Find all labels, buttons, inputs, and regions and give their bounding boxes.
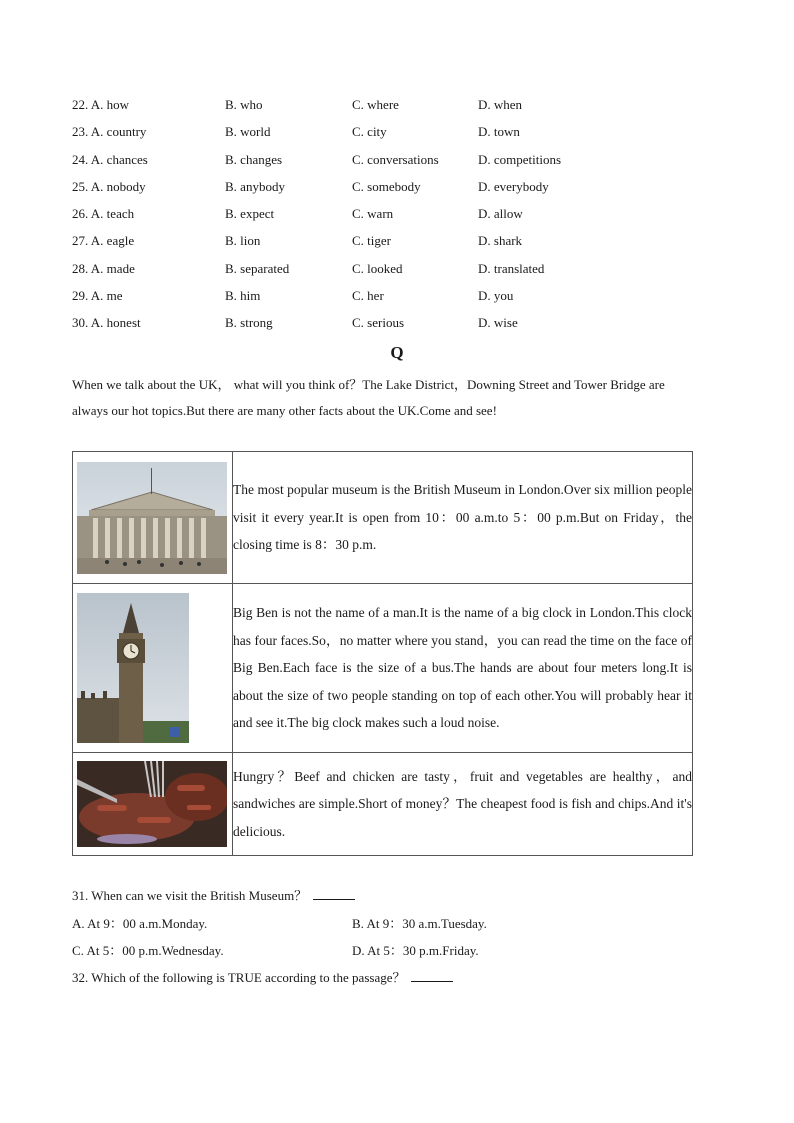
section-title: Q bbox=[390, 343, 404, 362]
q31-option-c: C. At 5：00 p.m.Wednesday. bbox=[72, 943, 224, 958]
option-d: D. wise bbox=[478, 315, 518, 330]
option-c: C. where bbox=[352, 97, 399, 112]
question-number: 24. bbox=[72, 152, 89, 167]
british-museum-photo bbox=[77, 462, 227, 574]
steak-photo bbox=[77, 761, 227, 847]
option-b: B. strong bbox=[225, 315, 273, 330]
option-c: C. looked bbox=[352, 261, 403, 276]
option-a-text: A. country bbox=[90, 124, 147, 139]
fact-row-big-ben bbox=[73, 584, 693, 753]
option-a-text: A. me bbox=[90, 288, 123, 303]
option-a-text: A. made bbox=[90, 261, 135, 276]
option-a-text: A. nobody bbox=[90, 179, 146, 194]
question-number: 23. bbox=[72, 124, 89, 139]
big-ben-image-cell bbox=[73, 584, 233, 753]
option-b: B. anybody bbox=[225, 179, 285, 194]
question-number: 29. bbox=[72, 288, 89, 303]
question-number: 27. bbox=[72, 233, 89, 248]
question-32 bbox=[72, 967, 453, 986]
q31-option-b: B. At 9：30 a.m.Tuesday. bbox=[352, 916, 487, 931]
question-32-stem: 32. Which of the following is TRUE according to the passage？ bbox=[72, 970, 406, 985]
option-d: D. translated bbox=[478, 261, 545, 276]
option-row-22 bbox=[72, 97, 672, 117]
option-d: D. shark bbox=[478, 233, 523, 248]
option-c: C. somebody bbox=[352, 179, 421, 194]
answer-blank-31[interactable] bbox=[313, 888, 355, 900]
option-b: B. changes bbox=[225, 152, 283, 167]
fact-text-museum: The most popular museum is the British Museum in London.Over six million people visit it every year.It is open from 10：00 a.m.to 5：00 p.m.But on Friday，the closing time is 8：30 p.m. bbox=[233, 452, 693, 584]
option-a bbox=[72, 315, 141, 331]
fact-row-food bbox=[73, 753, 693, 856]
option-c: C. her bbox=[352, 288, 384, 303]
question-31-stem: 31. When can we visit the British Museum？ bbox=[72, 888, 308, 903]
option-b: B. lion bbox=[225, 233, 261, 248]
option-c: C. tiger bbox=[352, 233, 391, 248]
option-a bbox=[72, 152, 148, 168]
option-row-25 bbox=[72, 179, 672, 199]
intro-line-2: always our hot topics.But there are many other facts about the UK.Come and see! bbox=[72, 403, 497, 418]
option-c: C. city bbox=[352, 124, 387, 139]
option-d: D. competitions bbox=[478, 152, 562, 167]
facts-table bbox=[72, 451, 693, 856]
option-d: D. allow bbox=[478, 206, 523, 221]
option-b: B. expect bbox=[225, 206, 275, 221]
option-a bbox=[72, 233, 134, 249]
answer-blank-32[interactable] bbox=[411, 970, 453, 982]
option-a bbox=[72, 261, 135, 277]
question-number: 28. bbox=[72, 261, 89, 276]
option-row-26 bbox=[72, 206, 672, 226]
option-a-text: A. how bbox=[90, 97, 130, 112]
option-c: C. serious bbox=[352, 315, 404, 330]
option-row-28 bbox=[72, 261, 672, 281]
option-a-text: A. honest bbox=[90, 315, 141, 330]
question-number: 22. bbox=[72, 97, 89, 112]
question-number: 30. bbox=[72, 315, 89, 330]
option-a bbox=[72, 124, 146, 140]
intro-line-1: When we talk about the UK， what will you think of？The Lake District，Downing Street and Tower Bridge are bbox=[72, 377, 665, 392]
option-c: C. conversations bbox=[352, 152, 439, 167]
option-a bbox=[72, 206, 134, 222]
fact-text-big-ben: Big Ben is not the name of a man.It is the name of a big clock in London.This clock has four faces.So，no matter where you stand，you can read the time on the face of Big Ben.Each face is the size of a bus.The hands are about four meters long.It is about the size of two people standing on top of each other.You will probably hear it and see it.The big clock makes such a loud noise. bbox=[233, 584, 693, 753]
option-d: D. town bbox=[478, 124, 520, 139]
option-a-text: A. teach bbox=[90, 206, 135, 221]
option-a bbox=[72, 288, 123, 304]
museum-image-cell bbox=[73, 452, 233, 584]
option-c: C. warn bbox=[352, 206, 394, 221]
option-a bbox=[72, 97, 129, 113]
fact-row-museum bbox=[73, 452, 693, 584]
option-b: B. him bbox=[225, 288, 261, 303]
option-a bbox=[72, 179, 146, 195]
option-row-30 bbox=[72, 315, 672, 335]
option-a-text: A. eagle bbox=[90, 233, 135, 248]
question-number: 26. bbox=[72, 206, 89, 221]
big-ben-photo bbox=[77, 593, 189, 743]
option-b: B. world bbox=[225, 124, 271, 139]
fact-text-food: Hungry？Beef and chicken are tasty，fruit and vegetables are healthy，and sandwiches are simple.Short of money？The cheapest food is fish and chips.And it's delicious. bbox=[233, 753, 693, 856]
option-row-24 bbox=[72, 152, 672, 172]
food-image-cell bbox=[73, 753, 233, 856]
q31-option-a: A. At 9：00 a.m.Monday. bbox=[72, 916, 208, 931]
question-number: 25. bbox=[72, 179, 89, 194]
q31-option-d: D. At 5：30 p.m.Friday. bbox=[352, 943, 479, 958]
option-b: B. who bbox=[225, 97, 263, 112]
option-row-27 bbox=[72, 233, 672, 253]
option-d: D. everybody bbox=[478, 179, 549, 194]
option-row-29 bbox=[72, 288, 672, 308]
option-a-text: A. chances bbox=[90, 152, 148, 167]
option-d: D. you bbox=[478, 288, 514, 303]
question-31 bbox=[72, 885, 355, 904]
option-d: D. when bbox=[478, 97, 523, 112]
option-b: B. separated bbox=[225, 261, 290, 276]
option-row-23 bbox=[72, 124, 672, 144]
